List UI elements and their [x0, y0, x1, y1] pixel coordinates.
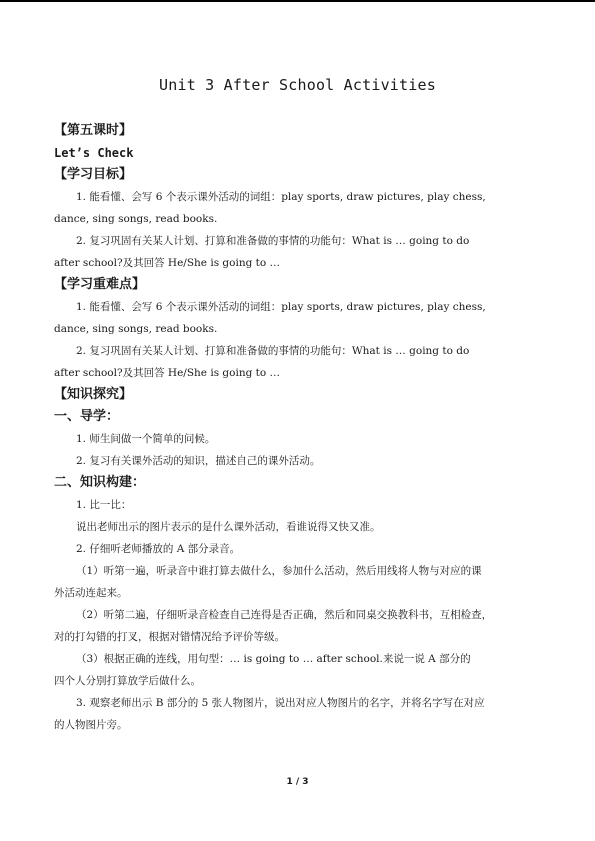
- build-item-1-description: 说出老师出示的图片表示的是什么课外活动，看谁说得又快又准。: [76, 521, 381, 533]
- build-heading: 二、知识构建：: [54, 475, 146, 490]
- lesson-heading: 【第五课时】: [54, 123, 133, 138]
- explore-heading: 【知识探究】: [54, 387, 133, 402]
- key-point-1-line-1: 1. 能看懂、会写 6 个表示课外活动的词组：play sports, draw pictures, play chess,: [76, 301, 486, 313]
- document-body: [54, 120, 546, 736]
- objective-1-line-1: 1. 能看懂、会写 6 个表示课外活动的词组：play sports, draw pictures, play chess,: [76, 191, 486, 203]
- key-point-2-line-2: after school?及其回答 He/She is going to …: [54, 367, 281, 379]
- key-points-heading: 【学习重难点】: [54, 277, 146, 292]
- build-item-2: 2. 仔细听老师播放的 A 部分录音。: [76, 543, 241, 555]
- page-number: 1 / 3: [286, 777, 309, 787]
- objective-1-line-2: dance, sing songs, read books.: [54, 213, 218, 225]
- build-item-1: 1. 比一比：: [76, 499, 132, 511]
- build-step-3-line-2: 四个人分别打算放学后做什么。: [54, 675, 201, 687]
- build-step-1-line-1: （1）听第一遍，听录音中谁打算去做什么，参加什么活动，然后用线将人物与对应的课: [76, 565, 482, 577]
- guide-item-1: 1. 师生间做一个简单的问候。: [76, 433, 216, 445]
- build-step-3-line-1: （3）根据正确的连线，用句型：… is going to … after school.来说一说 A 部分的: [76, 653, 471, 665]
- key-point-1-line-2: dance, sing songs, read books.: [54, 323, 218, 335]
- build-step-1-line-2: 外活动连起来。: [54, 587, 128, 599]
- top-rule: [0, 0, 595, 2]
- document-title: Unit 3 After School Activities: [159, 76, 436, 94]
- build-step-2-line-1: （2）听第二遍，仔细听录音检查自己连得是否正确，然后和同桌交换教科书，互相检查，: [76, 609, 493, 621]
- build-item-3-line-1: 3. 观察老师出示 B 部分的 5 张人物图片，说出对应人物图片的名字，并将名字写在对应: [76, 697, 485, 709]
- guide-item-2: 2. 复习有关课外活动的知识，描述自己的课外活动。: [76, 455, 321, 467]
- objective-2-line-1: 2. 复习巩固有关某人计划、打算和准备做的事情的功能句：What is … going to do: [76, 235, 470, 247]
- build-item-3-line-2: 的人物图片旁。: [54, 719, 128, 731]
- guide-heading: 一、导学：: [54, 409, 120, 424]
- objectives-heading: 【学习目标】: [54, 167, 133, 182]
- key-point-2-line-1: 2. 复习巩固有关某人计划、打算和准备做的事情的功能句：What is … going to do: [76, 345, 470, 357]
- objective-2-line-2: after school?及其回答 He/She is going to …: [54, 257, 281, 269]
- build-step-2-line-2: 对的打勾错的打叉，根据对错情况给予评价等级。: [54, 631, 285, 643]
- lesson-name: Let’s Check: [54, 146, 134, 160]
